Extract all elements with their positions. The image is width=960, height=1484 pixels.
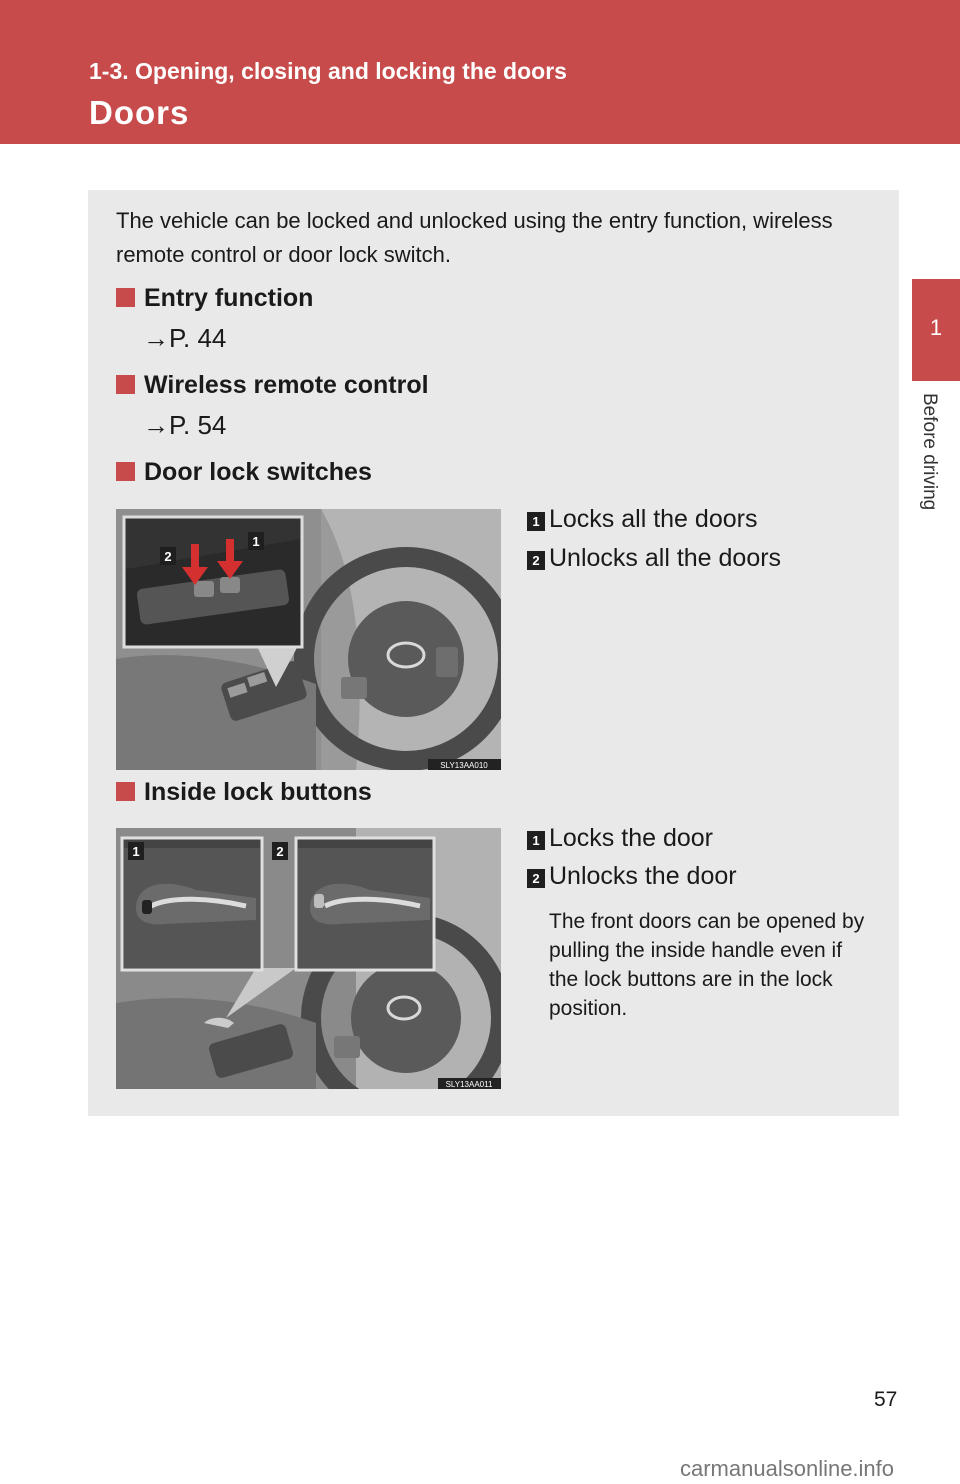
- bullet-square-icon: [116, 288, 135, 307]
- heading-text: Door lock switches: [144, 458, 372, 486]
- reference-wireless-remote[interactable]: →P. 54: [143, 410, 227, 440]
- chapter-label: Before driving: [919, 393, 940, 511]
- chapter-tab[interactable]: [912, 279, 960, 381]
- image-code: SLY13AA011: [445, 1080, 493, 1089]
- step-lock-door: [527, 824, 713, 853]
- step-text: Unlocks all the doors: [549, 544, 782, 572]
- intro-text: The vehicle can be locked and unlocked using the entry function, wireless remote control or door lock switch.: [116, 208, 833, 267]
- bullet-square-icon: [116, 782, 135, 801]
- heading-text: Wireless remote control: [144, 371, 429, 399]
- door-lock-switch-illustration: [116, 509, 501, 770]
- header-bar: [0, 0, 960, 144]
- image-code: SLY13AA010: [440, 761, 488, 770]
- svg-text:1: 1: [252, 534, 260, 549]
- step-unlock-all: [527, 544, 781, 573]
- heading-wireless-remote: [116, 371, 429, 400]
- reference-entry-function[interactable]: →P. 44: [143, 323, 227, 353]
- step-lock-all: [527, 505, 757, 534]
- bullet-square-icon: [116, 462, 135, 481]
- chapter-number: 1: [929, 315, 943, 340]
- door-handle-drawing: [116, 828, 501, 1089]
- car-interior-drawing: [116, 509, 501, 770]
- page-title: Doors: [89, 94, 190, 131]
- heading-door-lock-switches: [116, 458, 372, 487]
- step-unlock-door: [527, 862, 737, 891]
- svg-text:2: 2: [164, 549, 172, 564]
- heading-text: Inside lock buttons: [144, 778, 372, 806]
- step-text: Locks all the doors: [549, 505, 758, 533]
- heading-text: Entry function: [144, 284, 314, 312]
- watermark: carmanualsonline.info: [680, 1456, 895, 1481]
- heading-entry-function: [116, 284, 313, 313]
- step-number-badge: 2: [527, 551, 545, 570]
- inside-handle-note: The front doors can be opened by pulling the inside handle even if the lock buttons are in the lock position.: [549, 910, 865, 1020]
- svg-text:1: 1: [132, 844, 140, 859]
- svg-text:2: 2: [276, 844, 284, 859]
- section-title: 1-3. Opening, closing and locking the doors: [89, 58, 567, 84]
- inside-lock-button-illustration: [116, 828, 501, 1089]
- step-number-badge: 1: [527, 512, 545, 531]
- page-number: 57: [874, 1388, 898, 1411]
- step-text: Locks the door: [549, 824, 713, 852]
- step-text: Unlocks the door: [549, 862, 737, 890]
- step-number-badge: 2: [527, 869, 545, 888]
- bullet-square-icon: [116, 375, 135, 394]
- step-number-badge: 1: [527, 831, 545, 850]
- heading-inside-lock-buttons: [116, 778, 372, 807]
